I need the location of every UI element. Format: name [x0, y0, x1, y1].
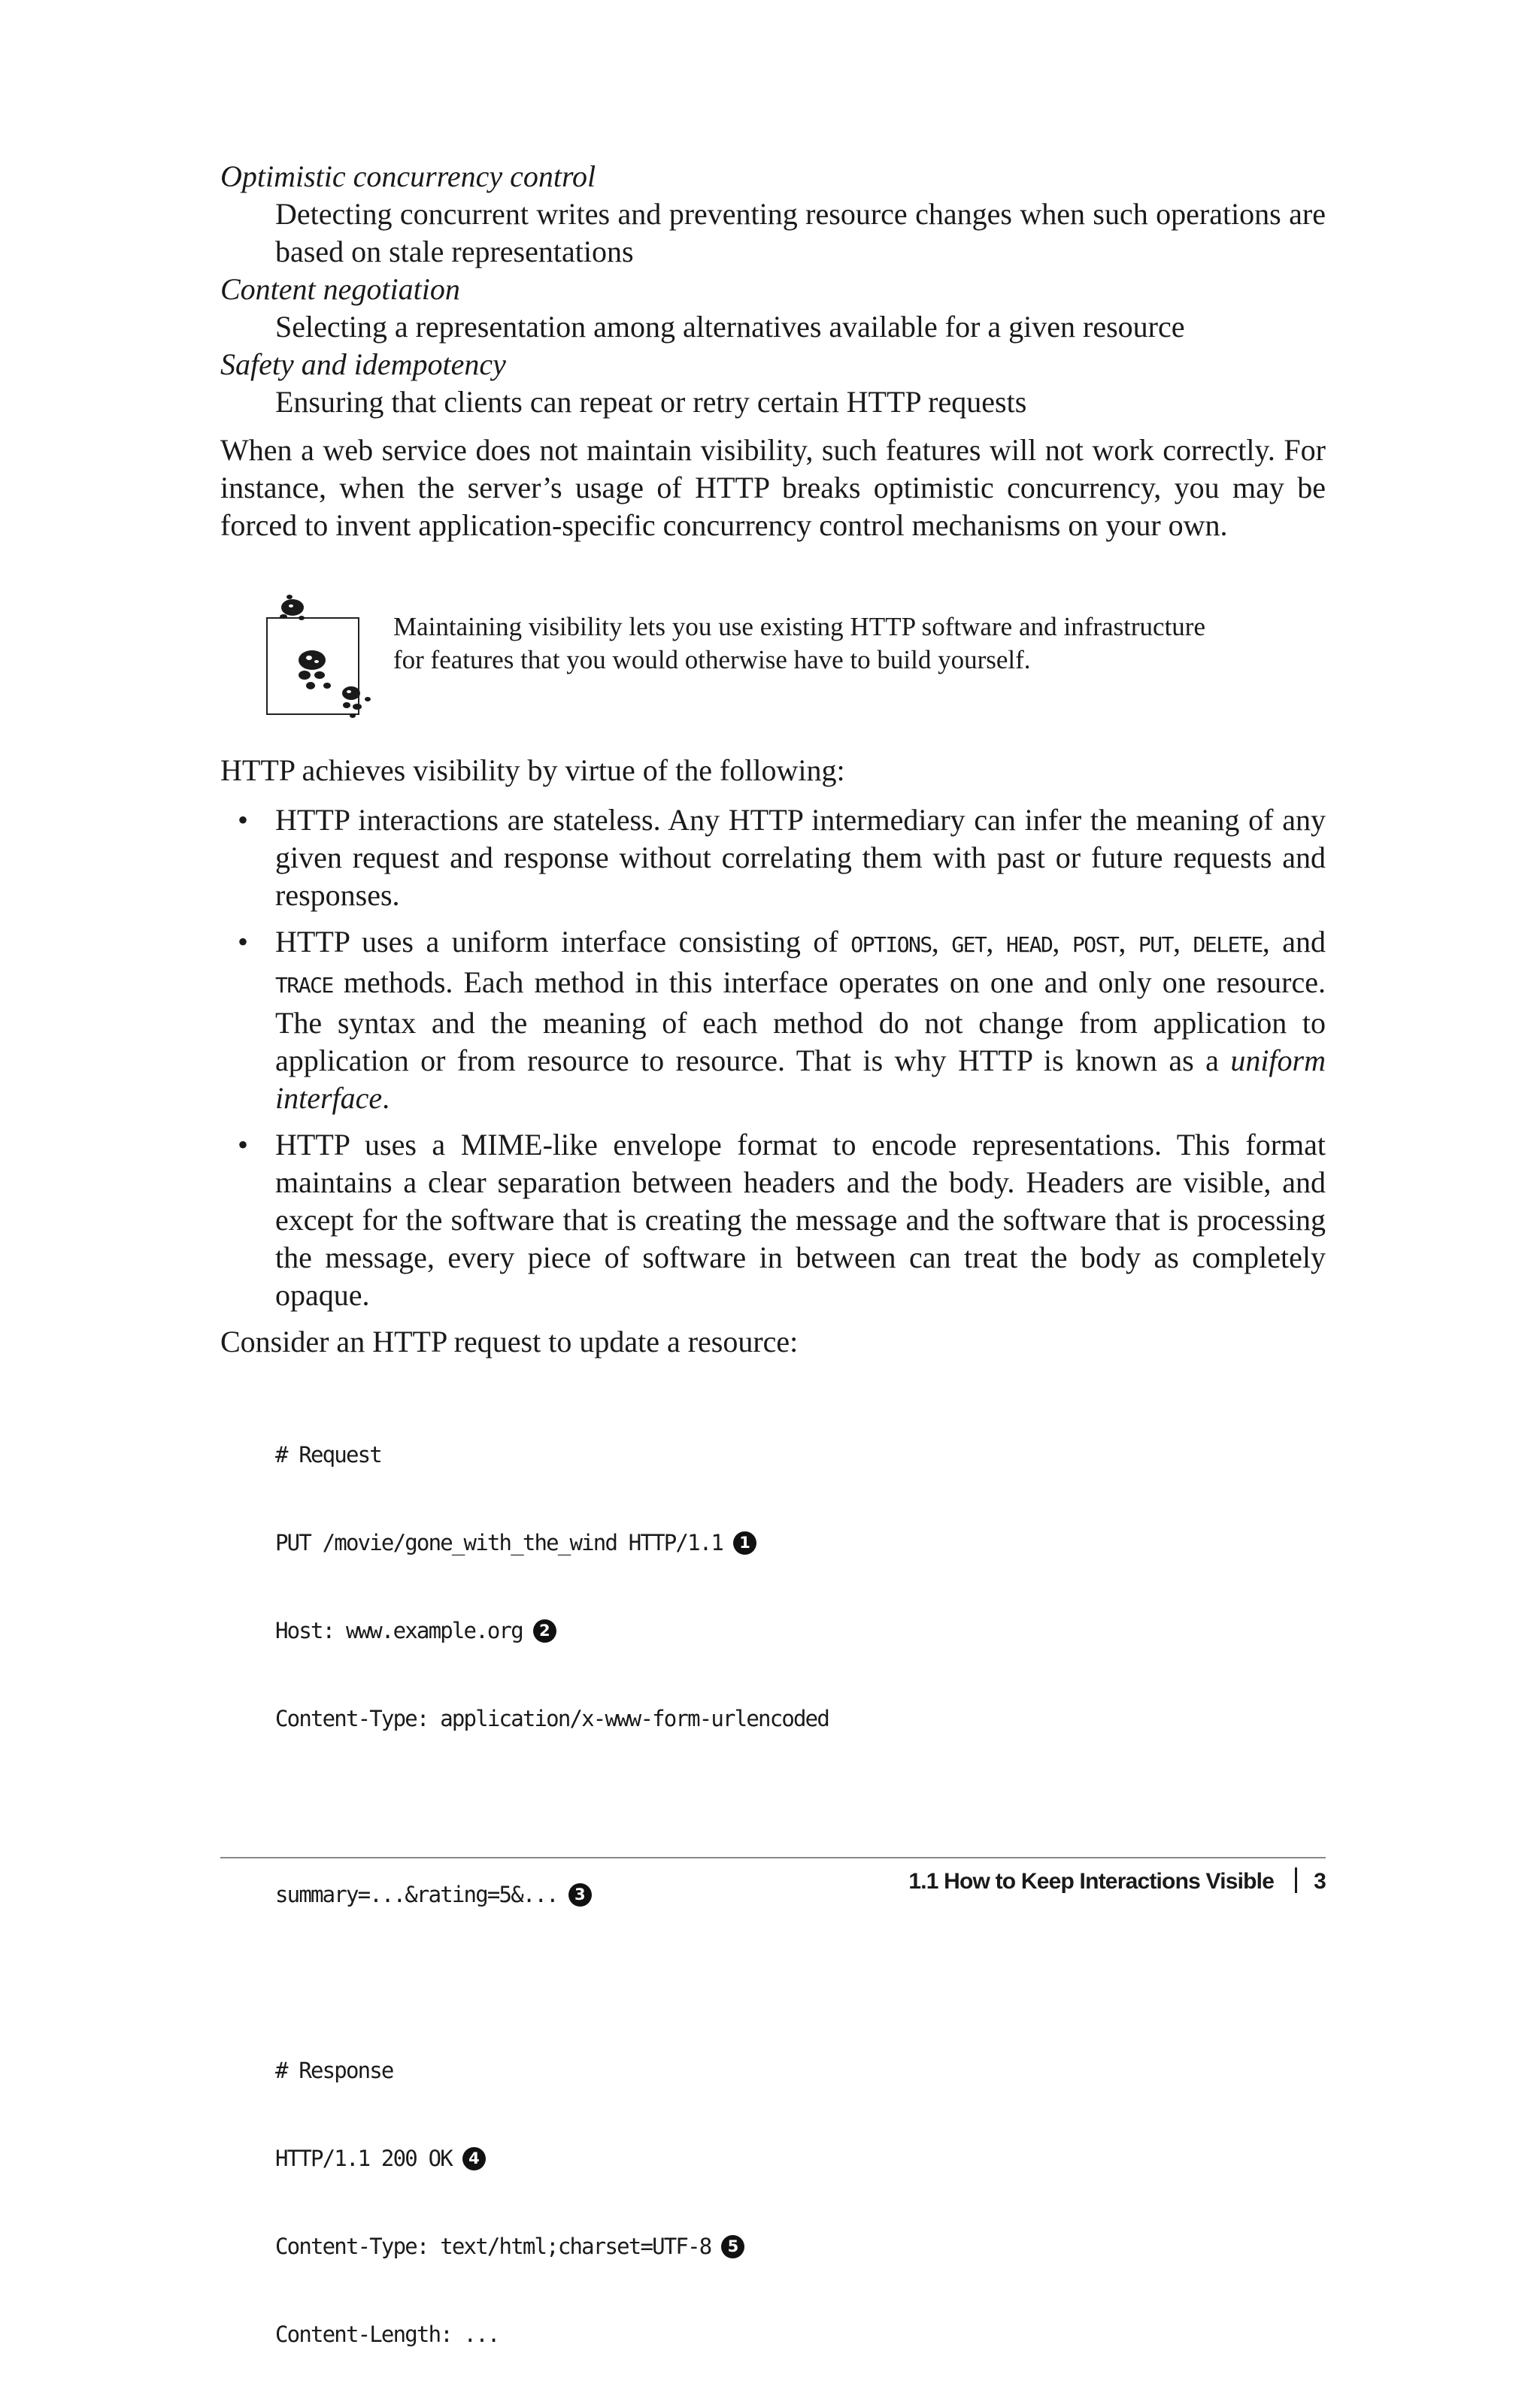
definition-term: Content negotiation	[220, 272, 460, 306]
paragraph-visibility: When a web service does not maintain visibility, such features will not work correctly. For instance, when the server’s usage of HTTP breaks optimistic concurrency, you may be forced to invent application-specific concurrency control mechanisms on your own.	[220, 433, 1326, 542]
list-item	[220, 923, 1326, 1117]
comma: ,	[1262, 925, 1270, 959]
definition-text: Ensuring that clients can repeat or retry certain HTTP requests	[275, 385, 1027, 419]
page-content	[220, 158, 1326, 2408]
code-text: Host: www.example.org	[275, 1618, 523, 1643]
footer-section-title: 1.1 How to Keep Interactions Visible	[908, 1869, 1275, 1894]
code-line	[275, 1528, 1326, 1558]
code-text: Content-Type: application/x-www-form-urlencoded	[275, 1706, 829, 1731]
comma: ,	[931, 925, 952, 959]
comma: ,	[1118, 925, 1138, 959]
list-item-text: methods. Each method in this interface operates on one and only one resource. The syntax and the meaning of each method do not change from application to application or from resource to resource. That is why HTTP is known as a	[275, 965, 1326, 1077]
bullet-symbol: •	[238, 803, 249, 837]
callout-2: 2	[533, 1619, 556, 1643]
page-number: 3	[1314, 1869, 1326, 1894]
code-line	[275, 2144, 1326, 2173]
code-blank-line	[275, 1968, 1326, 1998]
method-get: GET	[951, 932, 987, 957]
callout-3: 3	[568, 1883, 592, 1907]
callout-1: 1	[733, 1531, 756, 1555]
code-text: PUT /movie/gone_with_the_wind HTTP/1.1	[275, 1530, 723, 1555]
list-item-text: HTTP uses a uniform interface consisting of	[275, 925, 851, 959]
definition-term: Optimistic concurrency control	[220, 159, 596, 193]
code-line	[275, 1616, 1326, 1646]
page-footer	[908, 1867, 1326, 1897]
paragraph-achieves: HTTP achieves visibility by virtue of the following:	[220, 753, 845, 787]
method-options: OPTIONS	[850, 932, 932, 957]
callout-4: 4	[462, 2147, 486, 2170]
code-text: # Response	[275, 2058, 393, 2083]
tip-box	[220, 586, 1326, 729]
code-line	[275, 1704, 1326, 1734]
code-text: HTTP/1.1 200 OK	[275, 2146, 452, 2171]
comma: ,	[1052, 925, 1072, 959]
definition-text: Detecting concurrent writes and preventing resource changes when such operations are based on stale representations	[275, 197, 1326, 268]
bullet-list	[220, 801, 1326, 1314]
list-item	[220, 1126, 1326, 1314]
emphasis-uniform-interface: uniform interface	[275, 1043, 1326, 1115]
list-item-text: .	[382, 1081, 390, 1115]
list-item	[220, 801, 1326, 914]
method-delete: DELETE	[1193, 932, 1263, 957]
code-text: Content-Type: text/html;charset=UTF-8	[275, 2234, 711, 2259]
method-head: HEAD	[1005, 932, 1053, 957]
bullet-symbol: •	[238, 925, 249, 959]
code-text: summary=...&rating=5&...	[275, 1882, 558, 1907]
method-trace: TRACE	[275, 973, 333, 998]
callout-5: 5	[721, 2235, 744, 2258]
code-line	[275, 2320, 1326, 2349]
code-text: Content-Length: ...	[275, 2322, 499, 2347]
tip-text: Maintaining visibility lets you use existing HTTP software and infrastructure for features that you would otherwise have to build yourself.	[393, 612, 1205, 674]
definition-text: Selecting a representation among alternatives available for a given resource	[275, 310, 1185, 344]
code-line	[275, 1440, 1326, 1470]
paragraph-consider: Consider an HTTP request to update a resource:	[220, 1325, 799, 1358]
comma: ,	[986, 925, 1006, 959]
method-post: POST	[1072, 932, 1119, 957]
method-put: PUT	[1138, 932, 1173, 957]
bullet-symbol: •	[238, 1128, 249, 1162]
list-item-text: HTTP interactions are stateless. Any HTTP intermediary can infer the meaning of any given request and response without correlating them with past or future requests and responses.	[275, 803, 1326, 912]
code-line	[275, 2232, 1326, 2261]
tip-icon	[262, 586, 383, 722]
list-item-text: and	[1269, 925, 1326, 959]
definition-list	[220, 158, 1326, 421]
list-item-text: HTTP uses a MIME-like envelope format to encode representations. This format maintains a clear separation between headers and the body. Headers are visible, and except for the software that is creating the message and the software that is processing the message, every piece of software in between can treat the body as completely opaque.	[275, 1128, 1326, 1312]
code-text: # Request	[275, 1442, 381, 1468]
code-line	[275, 2056, 1326, 2085]
footer-rule	[220, 1857, 1326, 1858]
comma: ,	[1173, 925, 1193, 959]
definition-term: Safety and idempotency	[220, 347, 506, 381]
code-blank-line	[275, 1792, 1326, 1822]
footer-separator	[1295, 1867, 1297, 1893]
